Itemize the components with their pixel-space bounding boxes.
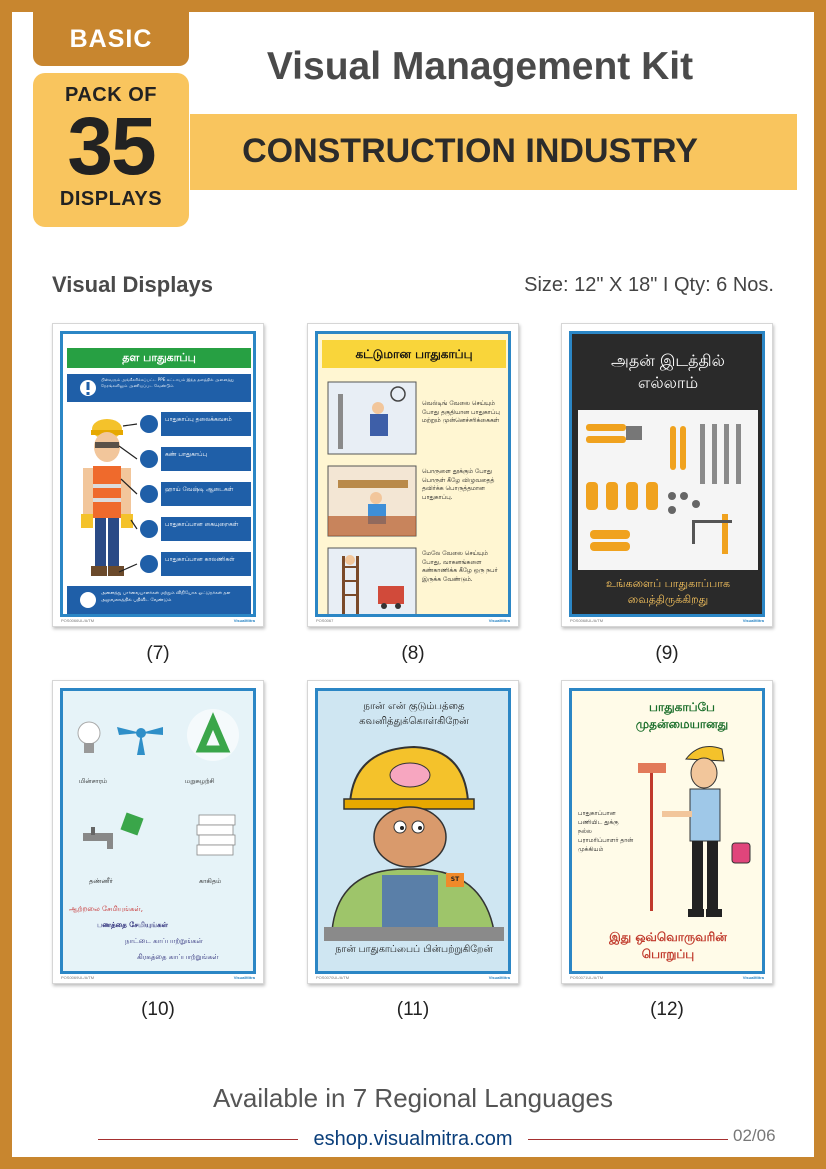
footer-divider-right (528, 1139, 728, 1140)
poster-11-heading: நான் என் குடும்பத்தை கவனித்துக்கொள்கிறேன் (359, 701, 469, 727)
poster-7 (52, 323, 264, 627)
caption-7: (7) (146, 643, 170, 664)
poster-8-brand: VisualMitra (488, 618, 510, 623)
caption-8: (8) (401, 643, 425, 664)
poster-9-border (569, 331, 765, 617)
poster-10-line-3: நாட்டை காப்பாற்றுங்கள் (125, 937, 203, 945)
poster-10-line-2: பணத்தை சேமியுங்கள் (97, 921, 168, 929)
caption-12: (12) (650, 999, 684, 1020)
poster-9-footer-strip (568, 618, 766, 625)
poster-7-item-2: கண் பாதுகாப்பு (165, 451, 208, 458)
poster-7-border (60, 331, 256, 617)
basic-badge: BASIC (33, 12, 189, 66)
website-link[interactable]: eshop.visualmitra.com (313, 1128, 513, 1150)
poster-7-item-4: பாதுகாப்பான கையுறைகள் (165, 521, 239, 528)
industry-title: CONSTRUCTION INDUSTRY (242, 132, 698, 170)
poster-7-footer: அனைத்து பார்வையாளர்கள் மற்றும் விநியோக ஓட்டுநர்கள் தள அலுவலகத்தில் பதிவிட வேண்டும் (101, 591, 231, 603)
poster-9-code: POS0068UL/A/TM (570, 618, 604, 623)
poster-10-label-recycle: மறுசுழற்சி (185, 777, 215, 785)
poster-10-line-1: ஆற்றலை சேமியுங்கள், (69, 905, 143, 913)
poster-12-code: POS0071UL/A/TM (570, 975, 604, 980)
poster-9-brand: VisualMitra (742, 618, 764, 623)
poster-11-border (315, 688, 511, 974)
pack-badge (33, 73, 189, 227)
poster-8-border (315, 331, 511, 617)
poster-8-footer-strip (314, 618, 512, 625)
poster-12-heading: பாதுகாப்பே முதன்மையானது (635, 700, 729, 731)
caption-9: (9) (655, 643, 679, 664)
poster-8-heading: கட்டுமான பாதுகாப்பு (355, 347, 473, 361)
poster-7-code: POS0066UL/A/TM (61, 618, 95, 623)
industry-band (190, 114, 797, 190)
poster-9-heading: அதன் இடத்தில் எல்லாம் (611, 351, 725, 392)
poster-8-row-3: மேலே வேலை செய்யும் போது, வாகனங்களை கண்காணிக்க கீழே ஒரு நபர் இருக்க வேண்டும். (422, 550, 498, 583)
caption-10: (10) (141, 999, 175, 1020)
poster-10-line-4: கிரகத்தை காப்பாற்றுங்கள் (137, 953, 219, 961)
poster-10-border (60, 688, 256, 974)
poster-10-brand: VisualMitra (233, 975, 255, 980)
poster-11 (307, 680, 519, 984)
page-number: 02/06 (733, 1126, 776, 1145)
available-languages: Available in 7 Regional Languages (213, 1083, 613, 1113)
page-title: Visual Management Kit (266, 45, 694, 88)
poster-10-label-water: தண்ணீர் (89, 877, 113, 885)
poster-12-footer-strip (568, 975, 766, 982)
poster-10-label-electricity: மின்சாரம் (79, 777, 108, 785)
poster-12 (561, 680, 773, 984)
pack-count: 35 (67, 101, 155, 192)
poster-12-text: பாதுகாப்பான பணியிட துக்கு நல்ல பராமரிப்பாளர் தான் முக்கியம் (578, 810, 634, 853)
caption-11: (11) (396, 999, 430, 1020)
poster-11-brand: VisualMitra (488, 975, 510, 980)
poster-11-art (318, 691, 510, 974)
poster-7-footer-strip (59, 618, 257, 625)
poster-12-border (569, 688, 765, 974)
poster-8-code: POS0067 (316, 618, 334, 623)
poster-10-footer-strip (59, 975, 257, 982)
poster-7-item-3: ஹாய் வேஷ்டி ஆடைகள் (165, 486, 234, 493)
displays-label: DISPLAYS (59, 188, 163, 210)
poster-8-row-2: பொருளை தூக்கும் போது பொருள் கீழே விழுவதைத் தவிர்க்க பொருத்தமான பாதுகாப்பு. (422, 468, 495, 501)
poster-7-item-5: பாதுகாப்பான காலணிகள் (165, 556, 235, 563)
poster-12-footer: இது ஒவ்வொருவரின் பொறுப்பு (609, 930, 727, 961)
footer-divider-left (98, 1139, 298, 1140)
poster-11-badge: ST (450, 876, 460, 883)
section-title: Visual Displays (52, 272, 214, 297)
poster-7-brand: VisualMitra (233, 618, 255, 623)
pack-of-label: PACK OF (64, 84, 157, 106)
poster-9-footer: உங்களைப் பாதுகாப்பாக வைத்திருக்கிறது (605, 577, 731, 606)
poster-8 (307, 323, 519, 627)
poster-7-item-1: பாதுகாப்பு தலைக்கவசம் (165, 416, 232, 423)
poster-8-row-1: வெல்டிங் வேலை செய்யும் போது தகுதியான பாதுகாப்பு மற்றும் முன்னெச்சரிக்கைகள் (422, 400, 500, 424)
poster-11-footer-strip (314, 975, 512, 982)
poster-11-footer: நான் பாதுகாப்பைப் பின்பற்றுகிறேன் (335, 944, 493, 955)
poster-10 (52, 680, 264, 984)
poster-9 (561, 323, 773, 627)
poster-10-art (63, 691, 255, 974)
poster-10-label-paper: காகிதம் (199, 877, 222, 885)
poster-10-code: POS0069UL/A/TM (61, 975, 95, 980)
poster-12-brand: VisualMitra (742, 975, 764, 980)
size-qty: Size: 12" X 18" I Qty: 6 Nos. (524, 274, 774, 296)
poster-7-heading: தள பாதுகாப்பு (122, 351, 196, 364)
poster-7-intro: பின்வரும் அங்கீகரிக்கப்பட்ட PPE கட்டாயம் இந்த தளத்தில் அனைத்து நேரங்களிலும் அணியப்பட வேண்டும் (101, 377, 234, 388)
poster-11-code: POS0070UL/A/TM (316, 975, 350, 980)
